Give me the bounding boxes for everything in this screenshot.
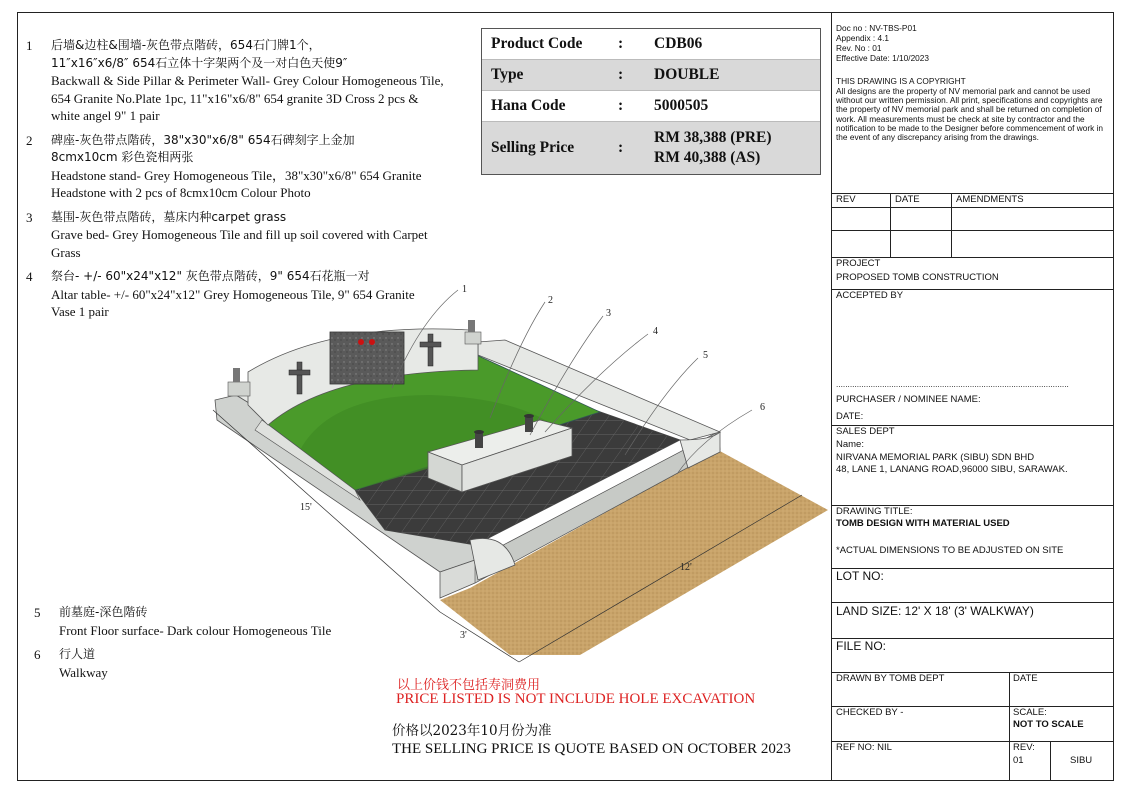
sales-dept: SALES DEPT [836,426,895,437]
note-chinese: 后墙&边柱&围墙-灰色带点階砖，654石门牌1个， [51,38,321,52]
product-value: DOUBLE [654,66,720,83]
rev-header: REV [836,194,856,205]
note-number: 5 [34,605,41,620]
granite-vase [474,430,484,448]
selling-price-as: RM 40,388 (AS) [654,149,761,166]
selling-price-pre: RM 38,388 (PRE) [654,129,772,146]
angel-statue [468,320,475,332]
note-number: 4 [26,269,33,284]
title-block [831,12,1114,781]
callout-label: 5 [703,350,708,361]
drawing-title-label: DRAWING TITLE: [836,506,913,517]
effective-date: Effective Date: 1/10/2023 [836,53,930,63]
rev-no: Rev. No : 01 [836,43,882,53]
actual-dimensions-note: *ACTUAL DIMENSIONS TO BE ADJUSTED ON SITE [836,545,1064,556]
accepted-by: ACCEPTED BY [836,290,904,301]
file-no: FILE NO: [836,639,887,653]
signature-line: ..................................................................................................... [836,379,1069,389]
dimension-left: 15' [300,502,312,513]
photo-dot [358,339,364,345]
purchaser-date: DATE: [836,411,864,422]
quote-note-chinese: 价格以2023年10月份为准 [392,723,552,739]
land-size: LAND SIZE: 12' X 18' (3' WALKWAY) [836,604,1034,618]
product-key: Selling Price [491,139,575,156]
angel-statue [233,368,240,382]
location-sibu: SIBU [1070,755,1093,766]
appendix: Appendix : 4.1 [836,33,890,43]
side-pillar-right [465,332,481,344]
sales-name: Name: [836,439,864,450]
product-value: 5000505 [654,97,709,114]
product-colon: : [618,66,624,83]
note-chinese: 行人道 [59,647,96,661]
company-name: NIRVANA MEMORIAL PARK (SIBU) SDN BHD [836,452,1035,463]
note-english: Altar table- +/- 60"x24"x12" Grey Homogeneous Tile, 9" 654 Granite Vase 1 pair [51,286,415,319]
company-address: 48, LANE 1, LANANG ROAD,96000 SIBU, SARAWAK. [836,464,1068,475]
purchaser-name: PURCHASER / NOMINEE NAME: [836,394,981,405]
rev-label: REV: [1013,742,1035,753]
granite-vase [524,414,534,432]
rev-value: 01 [1013,755,1024,766]
callout-label: 2 [548,295,553,306]
product-value: CDB06 [654,35,703,52]
granite-headstone [330,332,404,384]
drawn-by: DRAWN BY TOMB DEPT [836,673,945,684]
note-number: 1 [26,38,33,53]
copyright-title: THIS DRAWING IS A COPYRIGHT [836,76,966,86]
date-header: DATE [895,194,920,205]
amendments-header: AMENDMENTS [956,194,1024,205]
note-number: 2 [26,132,33,148]
note-chinese: 碑座-灰色带点階砖，38"x30"x6/8" 654石碑刻字上金加 [51,132,355,147]
callout-label: 3 [606,308,611,319]
price-note-english: PRICE LISTED IS NOT INCLUDE HOLE EXCAVATION [396,691,756,707]
photo-dot [369,339,375,345]
callout-label: 6 [760,402,765,413]
side-pillar-left [228,382,250,396]
note-chinese: 祭台- +/- 60"x24"x12" 灰色带点階砖，9" 654石花瓶一对 [51,269,370,283]
callout-label: 4 [653,326,658,337]
product-key: Product Code [491,35,583,52]
note-english: Walkway [59,664,108,680]
product-colon: : [618,97,624,114]
dimension-walkway: 3' [460,630,467,641]
price-note-chinese: 以上价钱不包括寿洞费用 [397,678,541,693]
checked-by: CHECKED BY - [836,707,904,718]
quote-note-english: THE SELLING PRICE IS QUOTE BASED ON OCTOBER 2023 [392,741,791,757]
product-key: Hana Code [491,97,566,114]
drawing-title: TOMB DESIGN WITH MATERIAL USED [836,518,1010,529]
note-chinese: 墓围-灰色带点階砖，墓床内种carpet grass [51,209,287,224]
drawn-date: DATE [1013,673,1038,684]
project-label: PROJECT [836,258,881,269]
note-chinese-line2: 8cmx10cm 彩色瓷相两张 [51,150,194,164]
scale-label: SCALE: [1013,707,1047,718]
note-chinese: 前墓庭-深色階砖 [59,605,148,619]
note-english: Grave bed- Grey Homogeneous Tile and fill up soil covered with Carpet Grass [51,227,428,260]
ref-no: REF NO: NIL [836,742,892,753]
note-number: 3 [26,209,33,225]
doc-no: Doc no : NV-TBS-P01 [836,23,917,33]
product-key: Type [491,66,524,83]
scale-value: NOT TO SCALE [1013,719,1084,730]
note-number: 6 [34,647,41,662]
copyright-text: All designs are the property of NV memorial park and cannot be used without our written permission. All print, specifications and copyrights are the property of NV memorial park and shall be returned on completion of work. All measurements must be check at site by contractor and the notification to be made to the Designer before commencement of work in the event of any discrepancy arising from the drawings. [836,86,1104,143]
project-value: PROPOSED TOMB CONSTRUCTION [836,272,999,283]
lot-no: LOT NO: [836,569,884,583]
dimension-front: 12' [680,562,692,573]
note-english: Headstone stand- Grey Homogeneous Tile，38"x30"x6/8" 654 Granite Headstone with 2 pcs of 8cmx10cm Colour Photo [51,167,422,200]
note-english: Front Floor surface- Dark colour Homogeneous Tile [59,622,332,638]
product-colon: : [618,139,624,156]
note-chinese-line2: 11″x16″x6/8″ 654石立体十字架两个及一对白色天使9″ [51,55,348,70]
note-english: Backwall & Side Pillar & Perimeter Wall- Grey Colour Homogeneous Tile, 654 Granite No.Plate 1pc, 11"x16"x6/8" 654 granite 3D Cross 2 pcs & white angel 9" 1 pair [51,73,444,123]
callout-label: 1 [462,284,467,295]
product-colon: : [618,35,624,52]
